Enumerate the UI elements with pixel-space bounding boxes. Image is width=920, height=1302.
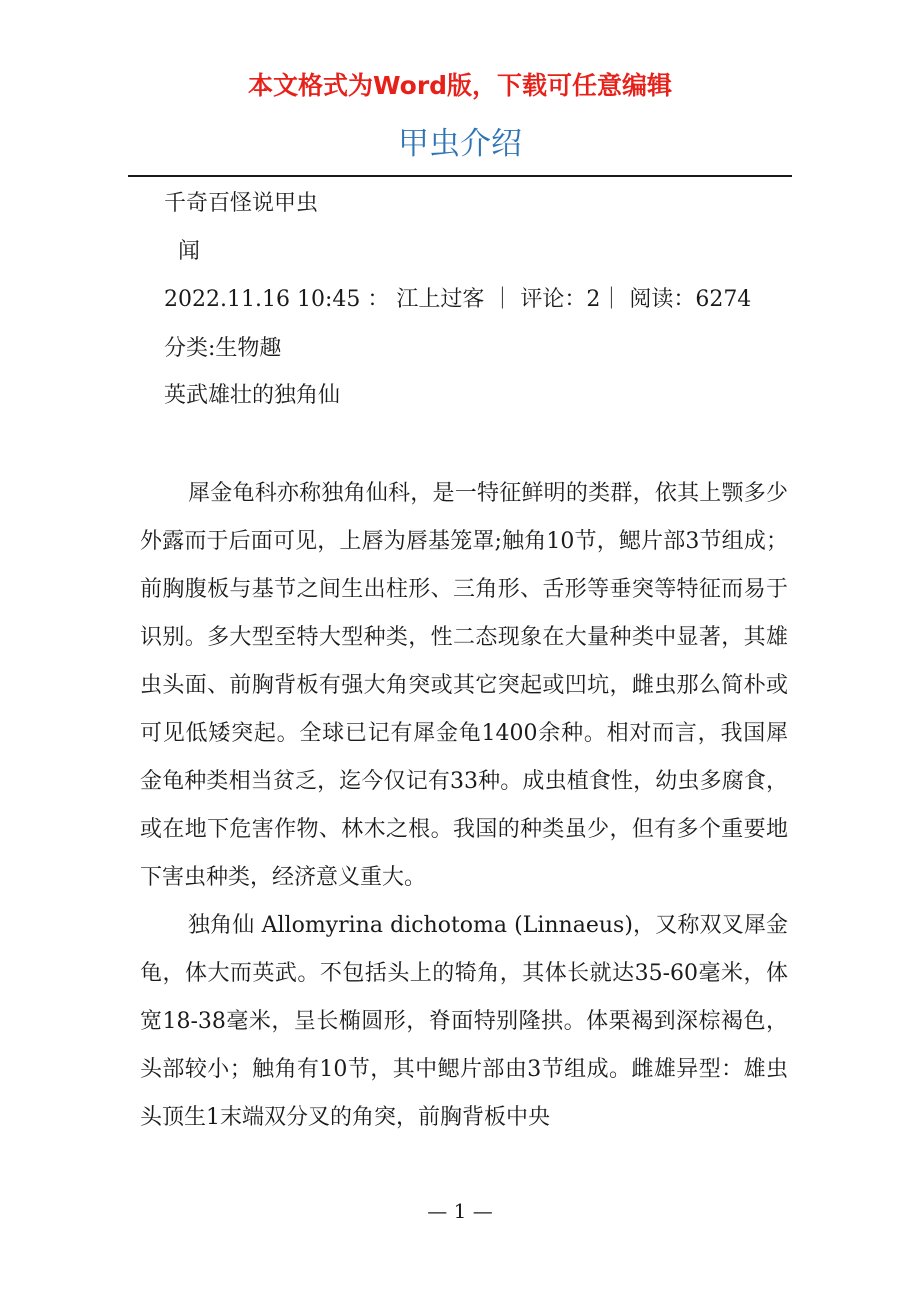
body-paragraph: 独角仙 Allomyrina dichotoma (Linnaeus)，又称双叉犀金龟，体大而英武。不包括头上的犄角，其体长就达35-60毫米，体宽18-38毫米，呈长椭圆形，脊面特别隆拱。体栗褐到深棕褐色，头部较小；触角有10节，其中鳃片部由3节组成。雌雄异型：雄虫头顶生1末端双分叉的角突，前胸背板中央 (140, 913, 788, 1130)
body-paragraph: 犀金龟科亦称独角仙科，是一特征鲜明的类群，依其上颚多少外露而于后面可见，上唇为唇基笼罩;触角10节，鳃片部3节组成；前胸腹板与基节之间生出柱形、三角形、舌形等垂突等特征而易于识别。多大型至特大型种类，性二态现象在大量种类中显著，其雄虫头面、前胸背板有强大角突或其它突起或凹坑，雌虫那么简朴或可见低矮突起。全球已记有犀金龟1400余种。相对而言，我国犀金龟种类相当贫乏，迄今仅记有33种。成虫植食性，幼虫多腐食，或在地下危害作物、林木之根。我国的种类虽少，但有多个重要地下害虫种类，经济意义重大。 (140, 481, 788, 890)
title-divider (128, 175, 792, 177)
article-heading: 千奇百怪说甲虫 (164, 191, 319, 216)
page-number: — 1 — (427, 1199, 493, 1223)
section-title: 英武雄壮的独角仙 (164, 383, 341, 408)
article-body (140, 470, 788, 1142)
document-title: 甲虫介绍 (398, 126, 522, 162)
download-banner: 本文格式为Word版，下载可任意编辑 (247, 71, 673, 100)
article-info-line: 2022.11.16 10:45 ： 江上过客 ｜ 评论：2｜ 阅读：6274 (164, 287, 752, 312)
article-category: 分类:生物趣 (164, 336, 282, 361)
article-subheading: 闻 (178, 239, 201, 264)
